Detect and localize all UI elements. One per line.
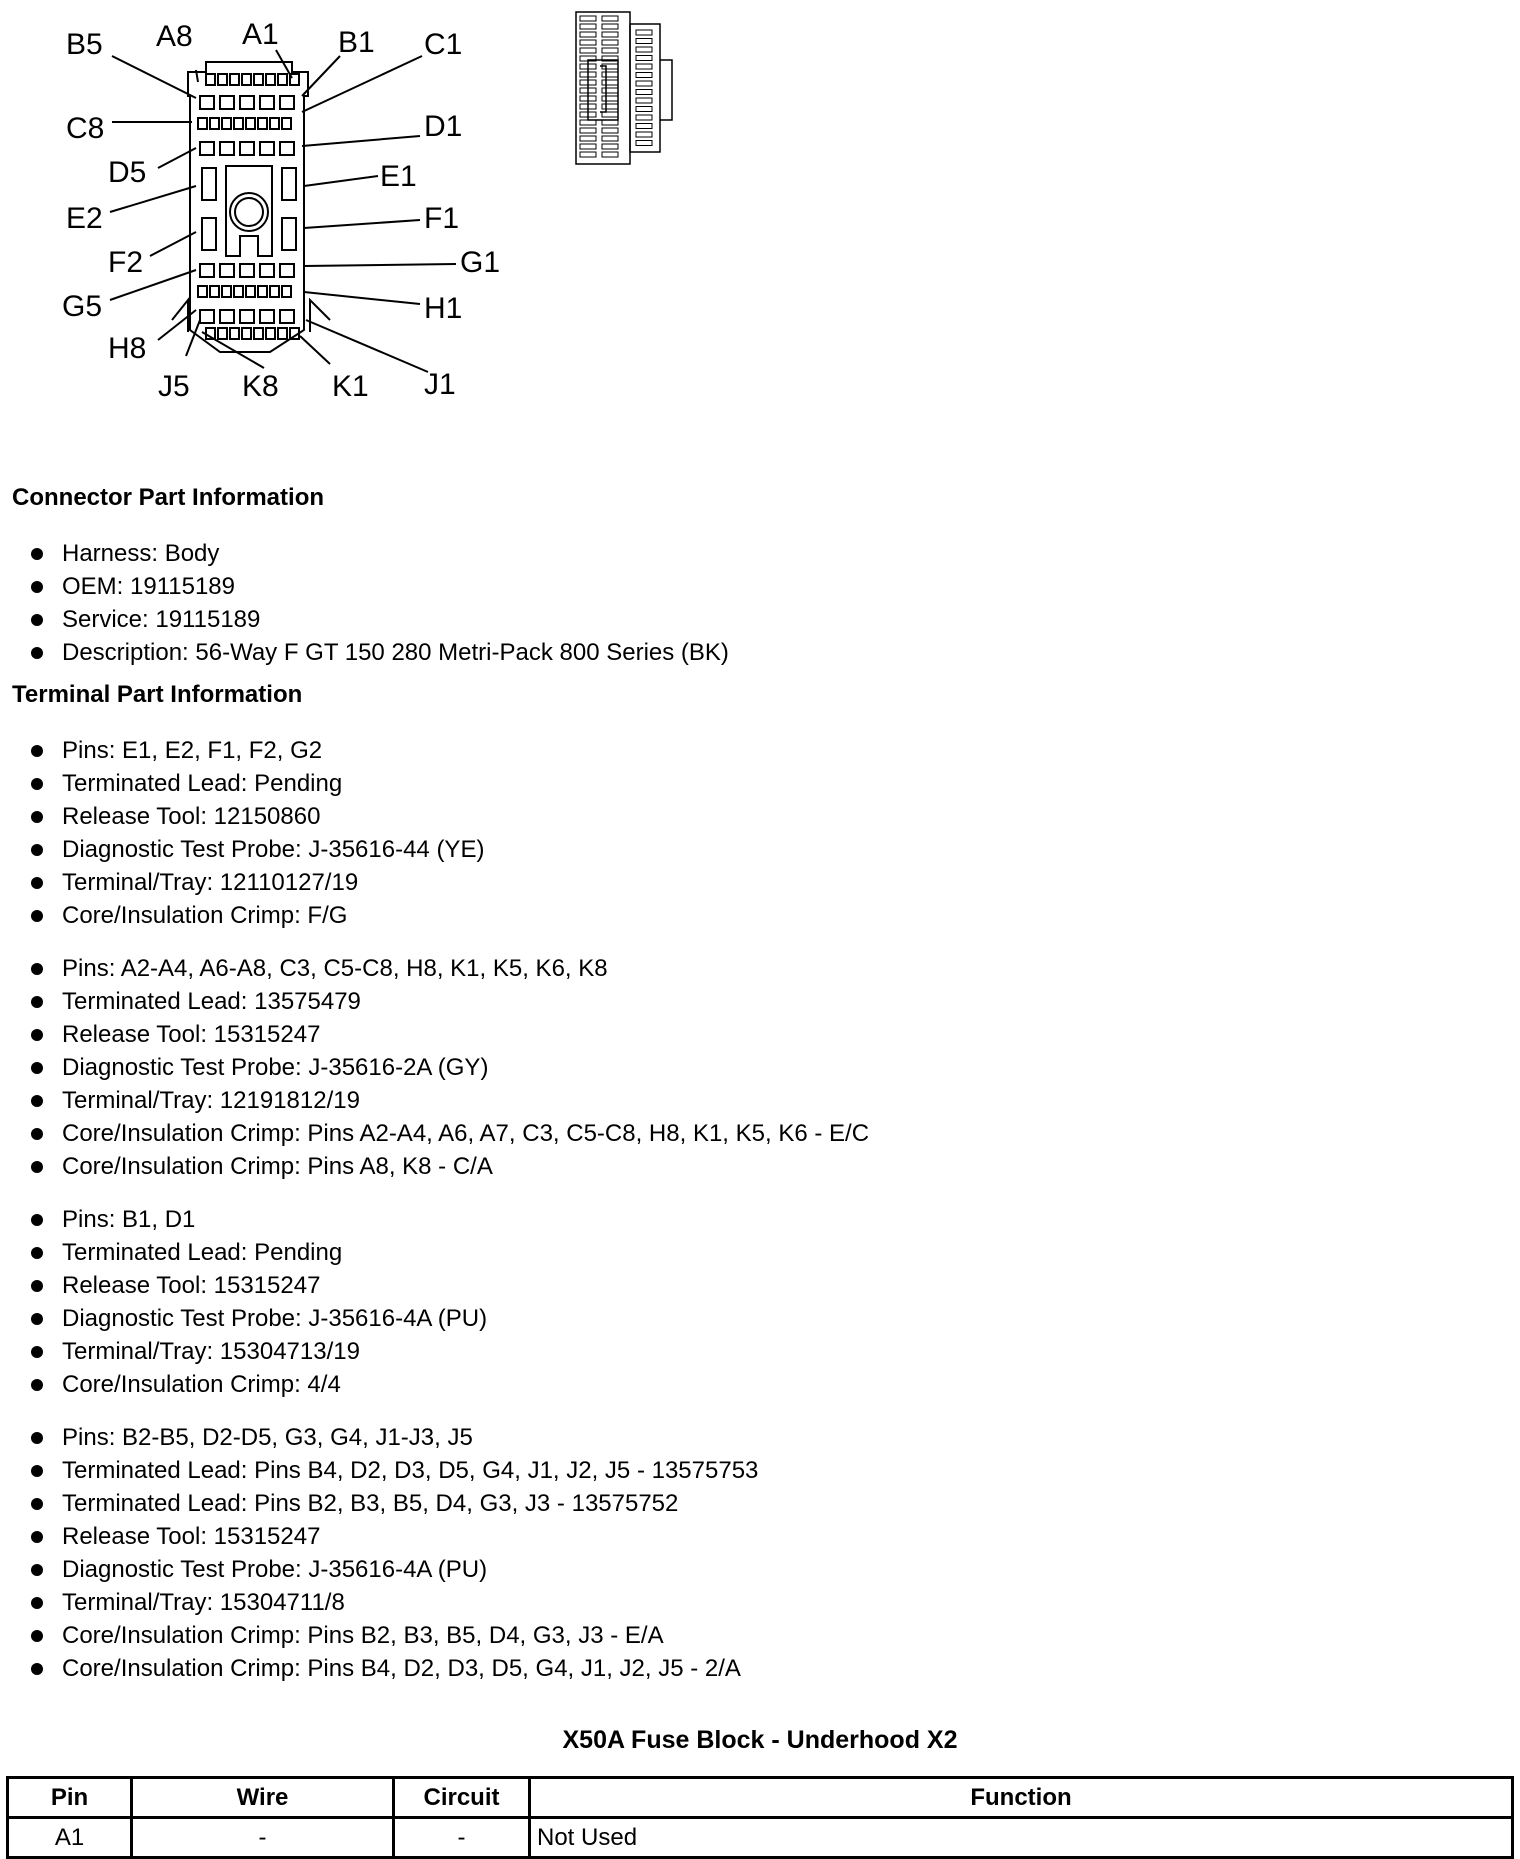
pin-cavity — [280, 310, 294, 323]
pin-cavity — [234, 286, 243, 297]
header-function: Function — [530, 1778, 1513, 1818]
list-item: Terminal/Tray: 12191812/19 — [28, 1084, 869, 1117]
pin-cavity — [254, 328, 263, 339]
list-item: Description: 56-Way F GT 150 280 Metri-Pack 800 Series (BK) — [28, 636, 729, 669]
pin-label-h1: H1 — [424, 292, 463, 325]
bullet-icon — [31, 1597, 43, 1609]
pin-label-d1: D1 — [424, 110, 463, 143]
pin-label-e1: E1 — [380, 160, 417, 193]
pin-cavity — [266, 328, 275, 339]
bullet-icon — [31, 1214, 43, 1226]
pin-cavity — [240, 142, 254, 155]
pin-label-d5: D5 — [108, 156, 147, 189]
bullet-icon — [31, 1379, 43, 1391]
bullet-icon — [31, 614, 43, 626]
pin-label-c8: C8 — [66, 112, 105, 145]
pin-cavity — [280, 96, 294, 109]
bullet-icon — [31, 1630, 43, 1642]
pin-cavity — [258, 286, 267, 297]
list-item: Pins: E1, E2, F1, F2, G2 — [28, 734, 484, 767]
pin-cavity — [210, 118, 219, 129]
bullet-icon — [31, 1095, 43, 1107]
side-slot — [602, 48, 618, 53]
pin-cavity — [234, 118, 243, 129]
pin-cavity — [242, 74, 251, 85]
pin-cavity — [206, 74, 215, 85]
bullet-icon — [31, 1161, 43, 1173]
pin-cavity — [282, 286, 291, 297]
list-item: OEM: 19115189 — [28, 570, 729, 603]
pin-label-j1: J1 — [424, 368, 456, 401]
pin-cavity — [278, 74, 287, 85]
pin-cavity — [240, 96, 254, 109]
side-slot — [602, 88, 618, 93]
pin-label-k1: K1 — [332, 370, 369, 403]
side-slot — [636, 39, 652, 44]
side-slot — [636, 107, 652, 112]
pin-cavity — [210, 286, 219, 297]
bullet-icon — [31, 844, 43, 856]
terminal-group-3 — [28, 1203, 487, 1401]
side-slot — [602, 104, 618, 109]
side-slot — [636, 90, 652, 95]
side-slot — [580, 152, 596, 157]
list-item: Diagnostic Test Probe: J-35616-4A (PU) — [28, 1302, 487, 1335]
list-item: Terminated Lead: Pins B4, D2, D3, D5, G4, J1, J2, J5 - 13575753 — [28, 1454, 758, 1487]
pin-cavity — [282, 218, 296, 250]
bullet-icon — [31, 1062, 43, 1074]
list-item: Terminal/Tray: 15304713/19 — [28, 1335, 487, 1368]
side-slot — [636, 115, 652, 120]
bullet-icon — [31, 1313, 43, 1325]
pin-cavity — [218, 74, 227, 85]
side-slot — [580, 128, 596, 133]
side-slot — [636, 73, 652, 78]
pin-cavity — [220, 310, 234, 323]
table-header-row — [8, 1778, 1513, 1818]
pin-cavity — [222, 286, 231, 297]
side-slot — [602, 80, 618, 85]
pin-cavity — [202, 168, 216, 200]
bullet-icon — [31, 1128, 43, 1140]
list-item: Diagnostic Test Probe: J-35616-2A (GY) — [28, 1051, 869, 1084]
bullet-icon — [31, 1346, 43, 1358]
header-circuit: Circuit — [394, 1778, 530, 1818]
side-slot — [636, 56, 652, 61]
pin-cavity — [270, 118, 279, 129]
cell-circuit: - — [394, 1818, 530, 1858]
list-item: Diagnostic Test Probe: J-35616-4A (PU) — [28, 1553, 758, 1586]
pin-cavity — [242, 328, 251, 339]
pin-label-h8: H8 — [108, 332, 147, 365]
side-slot — [602, 152, 618, 157]
side-slot — [636, 132, 652, 137]
pin-cavity — [198, 286, 207, 297]
bullet-icon — [31, 1029, 43, 1041]
pin-cavity — [240, 310, 254, 323]
pin-cavity — [260, 96, 274, 109]
list-item: Pins: B2-B5, D2-D5, G3, G4, J1-J3, J5 — [28, 1421, 758, 1454]
list-item: Core/Insulation Crimp: Pins A8, K8 - C/A — [28, 1150, 869, 1183]
bullet-icon — [31, 778, 43, 790]
side-slot — [602, 40, 618, 45]
bullet-icon — [31, 581, 43, 593]
pin-cavity — [230, 328, 239, 339]
side-slot — [580, 24, 596, 29]
pin-cavity — [200, 310, 214, 323]
list-item: Terminated Lead: Pending — [28, 1236, 487, 1269]
list-item: Harness: Body — [28, 537, 729, 570]
pin-cavity — [246, 118, 255, 129]
pin-cavity — [260, 264, 274, 277]
pin-cavity — [202, 218, 216, 250]
connector-part-list — [28, 537, 729, 669]
pin-cavity — [260, 310, 274, 323]
side-slot — [602, 24, 618, 29]
list-item: Core/Insulation Crimp: Pins B2, B3, B5, D4, G3, J3 - E/A — [28, 1619, 758, 1652]
pin-cavity — [222, 118, 231, 129]
pin-cavity — [220, 96, 234, 109]
bullet-icon — [31, 996, 43, 1008]
pin-cavity — [258, 118, 267, 129]
pin-label-b1: B1 — [338, 26, 375, 59]
pin-label-g1: G1 — [460, 246, 501, 279]
side-slot — [580, 40, 596, 45]
side-slot — [636, 98, 652, 103]
terminal-group-1 — [28, 734, 484, 932]
side-slot — [636, 141, 652, 146]
side-slot — [602, 128, 618, 133]
pin-cavity — [280, 264, 294, 277]
list-item: Pins: B1, D1 — [28, 1203, 487, 1236]
bullet-icon — [31, 1531, 43, 1543]
list-item: Terminal/Tray: 15304711/8 — [28, 1586, 758, 1619]
list-item: Core/Insulation Crimp: F/G — [28, 899, 484, 932]
pin-cavity — [220, 142, 234, 155]
cell-wire: - — [132, 1818, 394, 1858]
side-slot — [636, 124, 652, 129]
side-slot — [580, 48, 596, 53]
bullet-icon — [31, 1498, 43, 1510]
side-slot — [602, 136, 618, 141]
pin-label-b5: B5 — [66, 28, 103, 61]
pin-label-g5: G5 — [62, 290, 103, 323]
list-item: Service: 19115189 — [28, 603, 729, 636]
pin-label-e2: E2 — [66, 202, 103, 235]
bullet-icon — [31, 877, 43, 889]
bullet-icon — [31, 1432, 43, 1444]
bullet-icon — [31, 1663, 43, 1675]
pin-cavity — [246, 286, 255, 297]
bullet-icon — [31, 910, 43, 922]
terminal-part-info-heading: Terminal Part Information — [12, 681, 303, 708]
pin-cavity — [260, 142, 274, 155]
pin-label-c1: C1 — [424, 28, 463, 61]
side-slot — [636, 81, 652, 86]
header-wire: Wire — [132, 1778, 394, 1818]
bullet-icon — [31, 745, 43, 757]
list-item: Core/Insulation Crimp: Pins B4, D2, D3, D5, G4, J1, J2, J5 - 2/A — [28, 1652, 758, 1685]
side-slot — [636, 47, 652, 52]
pin-label-k8: K8 — [242, 370, 279, 403]
bullet-icon — [31, 1247, 43, 1259]
list-item: Release Tool: 15315247 — [28, 1269, 487, 1302]
bullet-icon — [31, 1280, 43, 1292]
pin-cavity — [218, 328, 227, 339]
bullet-icon — [31, 548, 43, 560]
pin-cavity — [266, 74, 275, 85]
pin-cavity — [200, 96, 214, 109]
list-item: Pins: A2-A4, A6-A8, C3, C5-C8, H8, K1, K5, K6, K8 — [28, 952, 869, 985]
bullet-icon — [31, 1564, 43, 1576]
side-slot — [636, 64, 652, 69]
list-item: Terminal/Tray: 12110127/19 — [28, 866, 484, 899]
bullet-icon — [31, 963, 43, 975]
side-slot — [636, 30, 652, 35]
pin-cavity — [240, 264, 254, 277]
side-slot — [602, 144, 618, 149]
cell-pin: A1 — [8, 1818, 132, 1858]
list-item: Core/Insulation Crimp: 4/4 — [28, 1368, 487, 1401]
pin-label-a8: A8 — [156, 20, 193, 53]
pin-label-f2: F2 — [108, 246, 144, 279]
side-slot — [602, 72, 618, 77]
pin-cavity — [278, 328, 287, 339]
cell-function: Not Used — [530, 1818, 1513, 1858]
pin-cavity — [198, 118, 207, 129]
list-item: Terminated Lead: 13575479 — [28, 985, 869, 1018]
side-slot — [580, 32, 596, 37]
terminal-group-2 — [28, 952, 869, 1183]
pin-label-j5: J5 — [158, 370, 190, 403]
pin-cavity — [230, 74, 239, 85]
side-slot — [602, 32, 618, 37]
side-slot — [580, 144, 596, 149]
terminal-group-4 — [28, 1421, 758, 1685]
list-item: Terminated Lead: Pins B2, B3, B5, D4, G3, J3 - 13575752 — [28, 1487, 758, 1520]
side-slot — [602, 16, 618, 21]
connector-diagram — [0, 0, 760, 420]
list-item: Diagnostic Test Probe: J-35616-44 (YE) — [28, 833, 484, 866]
table-row — [8, 1818, 1513, 1858]
bullet-icon — [31, 1465, 43, 1477]
pin-cavity — [280, 142, 294, 155]
header-pin: Pin — [8, 1778, 132, 1818]
pin-cavity — [282, 168, 296, 200]
pin-cavity — [200, 264, 214, 277]
side-slot — [602, 96, 618, 101]
side-slot — [580, 16, 596, 21]
pin-cavity — [200, 142, 214, 155]
list-item: Release Tool: 12150860 — [28, 800, 484, 833]
pin-cavity — [254, 74, 263, 85]
connector-part-info-heading: Connector Part Information — [12, 484, 325, 511]
pin-label-a1: A1 — [242, 18, 279, 51]
bullet-icon — [31, 647, 43, 659]
table-title: X50A Fuse Block - Underhood X2 — [562, 1726, 958, 1754]
pin-table — [6, 1776, 1514, 1859]
pin-label-f1: F1 — [424, 202, 460, 235]
pin-cavity — [220, 264, 234, 277]
list-item: Release Tool: 15315247 — [28, 1018, 869, 1051]
bullet-icon — [31, 811, 43, 823]
pin-cavity — [270, 286, 279, 297]
side-slot — [580, 136, 596, 141]
list-item: Terminated Lead: Pending — [28, 767, 484, 800]
list-item: Release Tool: 15315247 — [28, 1520, 758, 1553]
list-item: Core/Insulation Crimp: Pins A2-A4, A6, A7, C3, C5-C8, H8, K1, K5, K6 - E/C — [28, 1117, 869, 1150]
pin-cavity — [282, 118, 291, 129]
